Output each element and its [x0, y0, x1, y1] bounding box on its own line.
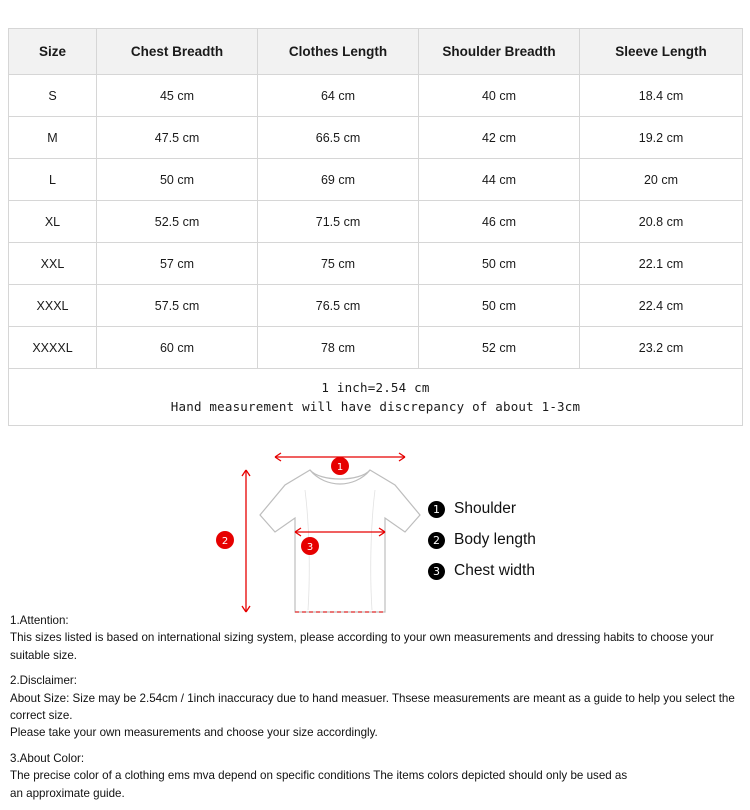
cell-shoulder-breadth: 50 cm [419, 243, 580, 285]
cell-clothes-length: 64 cm [258, 75, 419, 117]
svg-text:3: 3 [306, 542, 314, 553]
cell-sleeve-length: 18.4 cm [580, 75, 743, 117]
note-line-disclaimer-2: Please take your own measurements and choose your size accordingly. [10, 726, 378, 740]
size-chart-table [8, 28, 743, 426]
table-header-row [9, 29, 743, 75]
cell-clothes-length: 66.5 cm [258, 117, 419, 159]
legend-bullet-3-icon: 3 [428, 563, 445, 580]
note-heading-attention: 1.Attention: [10, 614, 69, 627]
cell-chest-breadth: 45 cm [97, 75, 258, 117]
column-header-clothes-length: Clothes Length [258, 29, 419, 75]
note-block-disclaimer [10, 672, 740, 742]
cell-shoulder-breadth: 50 cm [419, 285, 580, 327]
column-header-chest-breadth: Chest Breadth [97, 29, 258, 75]
column-header-sleeve-length: Sleeve Length [580, 29, 743, 75]
cell-chest-breadth: 50 cm [97, 159, 258, 201]
note-line-about-color-1: The precise color of a clothing ems mva depend on specific conditions The items colors depicted should only be used as [10, 769, 628, 783]
note-heading-about-color: 3.About Color: [10, 751, 85, 765]
cell-sleeve-length: 19.2 cm [580, 117, 743, 159]
cell-size: M [9, 117, 97, 159]
cell-sleeve-length: 23.2 cm [580, 327, 743, 369]
cell-size: S [9, 75, 97, 117]
cell-sleeve-length: 22.4 cm [580, 285, 743, 327]
table-row [9, 243, 743, 285]
cell-shoulder-breadth: 46 cm [419, 201, 580, 243]
table-row [9, 201, 743, 243]
legend-item-body-length [428, 531, 648, 549]
cell-size: L [9, 159, 97, 201]
svg-text:2: 2 [221, 536, 229, 547]
cell-chest-breadth: 52.5 cm [97, 201, 258, 243]
diagram-legend [428, 500, 648, 593]
legend-bullet-1-icon: 1 [428, 501, 445, 518]
legend-item-chest-width [428, 562, 648, 580]
note-block-attention [10, 612, 740, 664]
cell-shoulder-breadth: 42 cm [419, 117, 580, 159]
note-heading-disclaimer: 2.Disclaimer: [10, 674, 77, 688]
table-row [9, 327, 743, 369]
footer-notes [10, 612, 740, 810]
cell-clothes-length: 69 cm [258, 159, 419, 201]
cell-size: XXXL [9, 285, 97, 327]
table-row [9, 285, 743, 327]
cell-sleeve-length: 20.8 cm [580, 201, 743, 243]
size-chart-table-wrapper [8, 28, 742, 426]
note-line-attention-1: This sizes listed is based on international sizing system, please according to your own measurements and dressing habits to choose your suitable size. [10, 631, 714, 662]
cell-size: XXXXL [9, 327, 97, 369]
legend-item-shoulder [428, 500, 648, 518]
table-row [9, 117, 743, 159]
legend-label-shoulder: Shoulder [454, 500, 517, 517]
cell-size: XL [9, 201, 97, 243]
column-header-shoulder-breadth: Shoulder Breadth [419, 29, 580, 75]
column-header-size: Size [9, 29, 97, 75]
measurement-note-cell [9, 369, 743, 426]
cell-shoulder-breadth: 40 cm [419, 75, 580, 117]
cell-clothes-length: 76.5 cm [258, 285, 419, 327]
inch-conversion-note: 1 inch=2.54 cm [321, 379, 430, 395]
hand-measurement-note: Hand measurement will have discrepancy of about 1-3cm [170, 399, 581, 414]
cell-size: XXL [9, 243, 97, 285]
cell-sleeve-length: 20 cm [580, 159, 743, 201]
cell-clothes-length: 71.5 cm [258, 201, 419, 243]
table-note-row [9, 369, 743, 426]
legend-label-chest-width: Chest width [454, 562, 535, 579]
table-row [9, 75, 743, 117]
table-row [9, 159, 743, 201]
cell-shoulder-breadth: 52 cm [419, 327, 580, 369]
cell-chest-breadth: 57.5 cm [97, 285, 258, 327]
cell-chest-breadth: 47.5 cm [97, 117, 258, 159]
cell-clothes-length: 75 cm [258, 243, 419, 285]
cell-chest-breadth: 60 cm [97, 327, 258, 369]
legend-bullet-2-icon: 2 [428, 532, 445, 549]
note-line-disclaimer-1: About Size: Size may be 2.54cm / 1inch inaccuracy due to hand measuer. Thsese measurements are meant as a guide to help you select the correct size. [10, 691, 735, 722]
legend-label-body-length: Body length [454, 531, 536, 548]
cell-chest-breadth: 57 cm [97, 243, 258, 285]
svg-text:1: 1 [336, 462, 344, 473]
cell-clothes-length: 78 cm [258, 327, 419, 369]
note-line-about-color-2: an approximate guide. [10, 786, 125, 800]
note-block-about-color [10, 750, 740, 802]
cell-sleeve-length: 22.1 cm [580, 243, 743, 285]
cell-shoulder-breadth: 44 cm [419, 159, 580, 201]
